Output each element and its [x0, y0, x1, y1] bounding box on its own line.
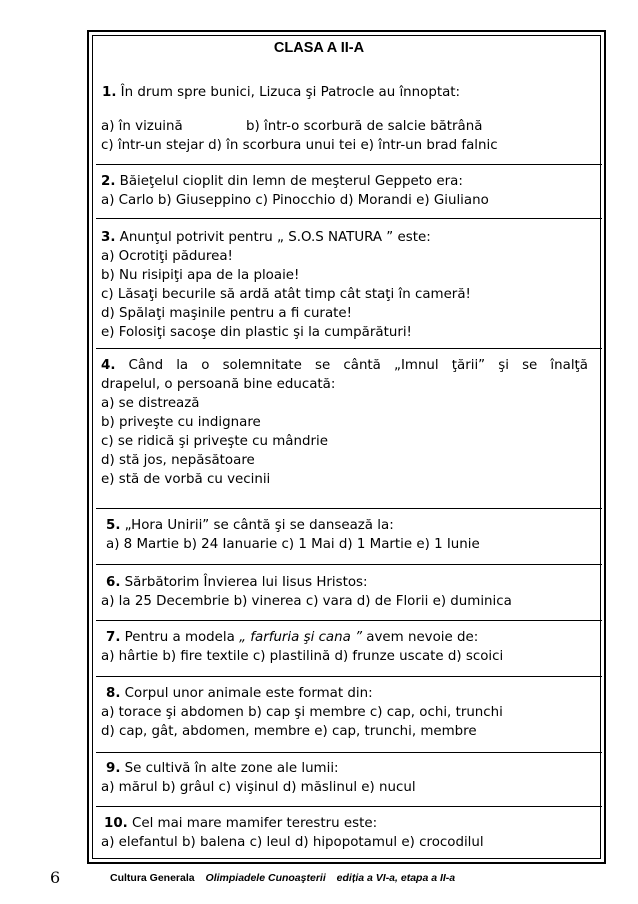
question-4	[101, 356, 593, 489]
separator	[96, 620, 602, 621]
page-title: CLASA A II-A	[273, 40, 365, 56]
q8-number: 8.	[106, 686, 121, 701]
question-8	[101, 684, 593, 741]
q4-option-b: b) priveşte cu indignare	[101, 415, 261, 430]
separator	[96, 752, 602, 753]
q4-option-c: c) se ridică şi priveşte cu mândrie	[101, 434, 328, 449]
question-7	[101, 628, 593, 666]
footer-olympiad: Olimpiadele Cunoaşterii	[205, 872, 326, 884]
q1-number: 1.	[102, 85, 117, 100]
question-2	[101, 172, 593, 210]
q7-options: a) hârtie b) fire textile c) plastilină d) frunze uscate d) scoici	[101, 649, 504, 664]
q9-text: Se cultivă în alte zone ale lumii:	[120, 761, 339, 776]
separator	[96, 676, 602, 677]
q1-text: În drum spre bunici, Lizuca şi Patrocle au înnoptat:	[116, 85, 461, 100]
page-number: 6	[50, 868, 61, 887]
q3-number: 3.	[101, 230, 116, 245]
q10-options: a) elefantul b) balena c) leul d) hipopotamul e) crocodilul	[101, 835, 484, 850]
q6-text: Sărbătorim Învierea lui Iisus Hristos:	[120, 575, 368, 590]
q4-text-line2: drapelul, o persoană bine educată:	[101, 377, 336, 392]
question-10	[101, 814, 593, 852]
q1-options	[101, 117, 593, 155]
q10-text: Cel mai mare mamifer terestru este:	[127, 816, 378, 831]
q7-text-post: avem nevoie de:	[362, 630, 479, 645]
q2-number: 2.	[101, 174, 116, 189]
q4-option-a: a) se distrează	[101, 396, 200, 411]
question-1	[102, 83, 594, 102]
separator	[96, 164, 602, 165]
q2-options: a) Carlo b) Giuseppino c) Pinocchio d) Morandi e) Giuliano	[101, 193, 489, 208]
q8-options-line2: d) cap, gât, abdomen, membre e) cap, trunchi, membre	[101, 724, 477, 739]
q8-text: Corpul unor animale este format din:	[120, 686, 373, 701]
footer-edition: ediția a VI-a, etapa a II-a	[336, 872, 456, 884]
q3-option-b: b) Nu risipiţi apa de la ploaie!	[101, 268, 300, 283]
separator	[96, 564, 602, 565]
q7-text-italic: „ farfuria şi cana ”	[239, 630, 363, 645]
q5-text: „Hora Unirii” se cântă şi se dansează la:	[120, 518, 394, 533]
q9-options: a) mărul b) grâul c) vişinul d) măslinul e) nucul	[101, 780, 416, 795]
q1-options-line2: c) într-un stejar d) în scorbura unui tei e) într-un brad falnic	[101, 138, 498, 153]
q6-number: 6.	[106, 575, 121, 590]
question-5	[106, 516, 598, 554]
q8-options-line1: a) torace şi abdomen b) cap şi membre c) cap, ochi, trunchi	[101, 705, 503, 720]
q7-number: 7.	[106, 630, 121, 645]
q7-text-pre: Pentru a modela	[120, 630, 240, 645]
q6-options: a) la 25 Decembrie b) vinerea c) vara d) de Florii e) duminica	[101, 594, 512, 609]
q5-options: a) 8 Martie b) 24 Ianuarie c) 1 Mai d) 1 Martie e) 1 Iunie	[106, 537, 480, 552]
separator	[96, 806, 602, 807]
q3-text: Anunţul potrivit pentru „ S.O.S NATURA ” este:	[115, 230, 431, 245]
footer-subject: Cultura Generala	[110, 872, 195, 884]
separator	[96, 218, 602, 219]
q2-text: Băieţelul cioplit din lemn de meşterul Geppeto era:	[115, 174, 463, 189]
question-3	[101, 228, 593, 342]
question-6	[101, 573, 593, 611]
q1-option-a: a) în vizuină	[101, 119, 183, 134]
q10-number: 10.	[104, 816, 128, 831]
q9-number: 9.	[106, 761, 121, 776]
q3-option-a: a) Ocrotiţi pădurea!	[101, 249, 233, 264]
q3-option-c: c) Lăsaţi becurile să ardă atât timp cât staţi în cameră!	[101, 287, 471, 302]
q3-option-d: d) Spălaţi maşinile pentru a fi curate!	[101, 306, 353, 321]
page-footer	[0, 870, 638, 890]
q4-number: 4.	[101, 358, 116, 373]
separator	[96, 508, 602, 509]
q4-option-d: d) stă jos, nepăsătoare	[101, 453, 255, 468]
q3-option-e: e) Folosiţi sacoşe din plastic şi la cumpărături!	[101, 325, 412, 340]
footer-text	[110, 872, 463, 884]
q4-text-line1: Când la o solemnitate se cântă „Imnul ţării” şi se înalţă	[115, 358, 588, 373]
question-9	[101, 759, 593, 797]
q4-option-e: e) stă de vorbă cu vecinii	[101, 472, 271, 487]
q1-option-b: b) într-o scorbură de salcie bătrână	[246, 119, 483, 134]
q5-number: 5.	[106, 518, 121, 533]
separator	[96, 348, 602, 349]
